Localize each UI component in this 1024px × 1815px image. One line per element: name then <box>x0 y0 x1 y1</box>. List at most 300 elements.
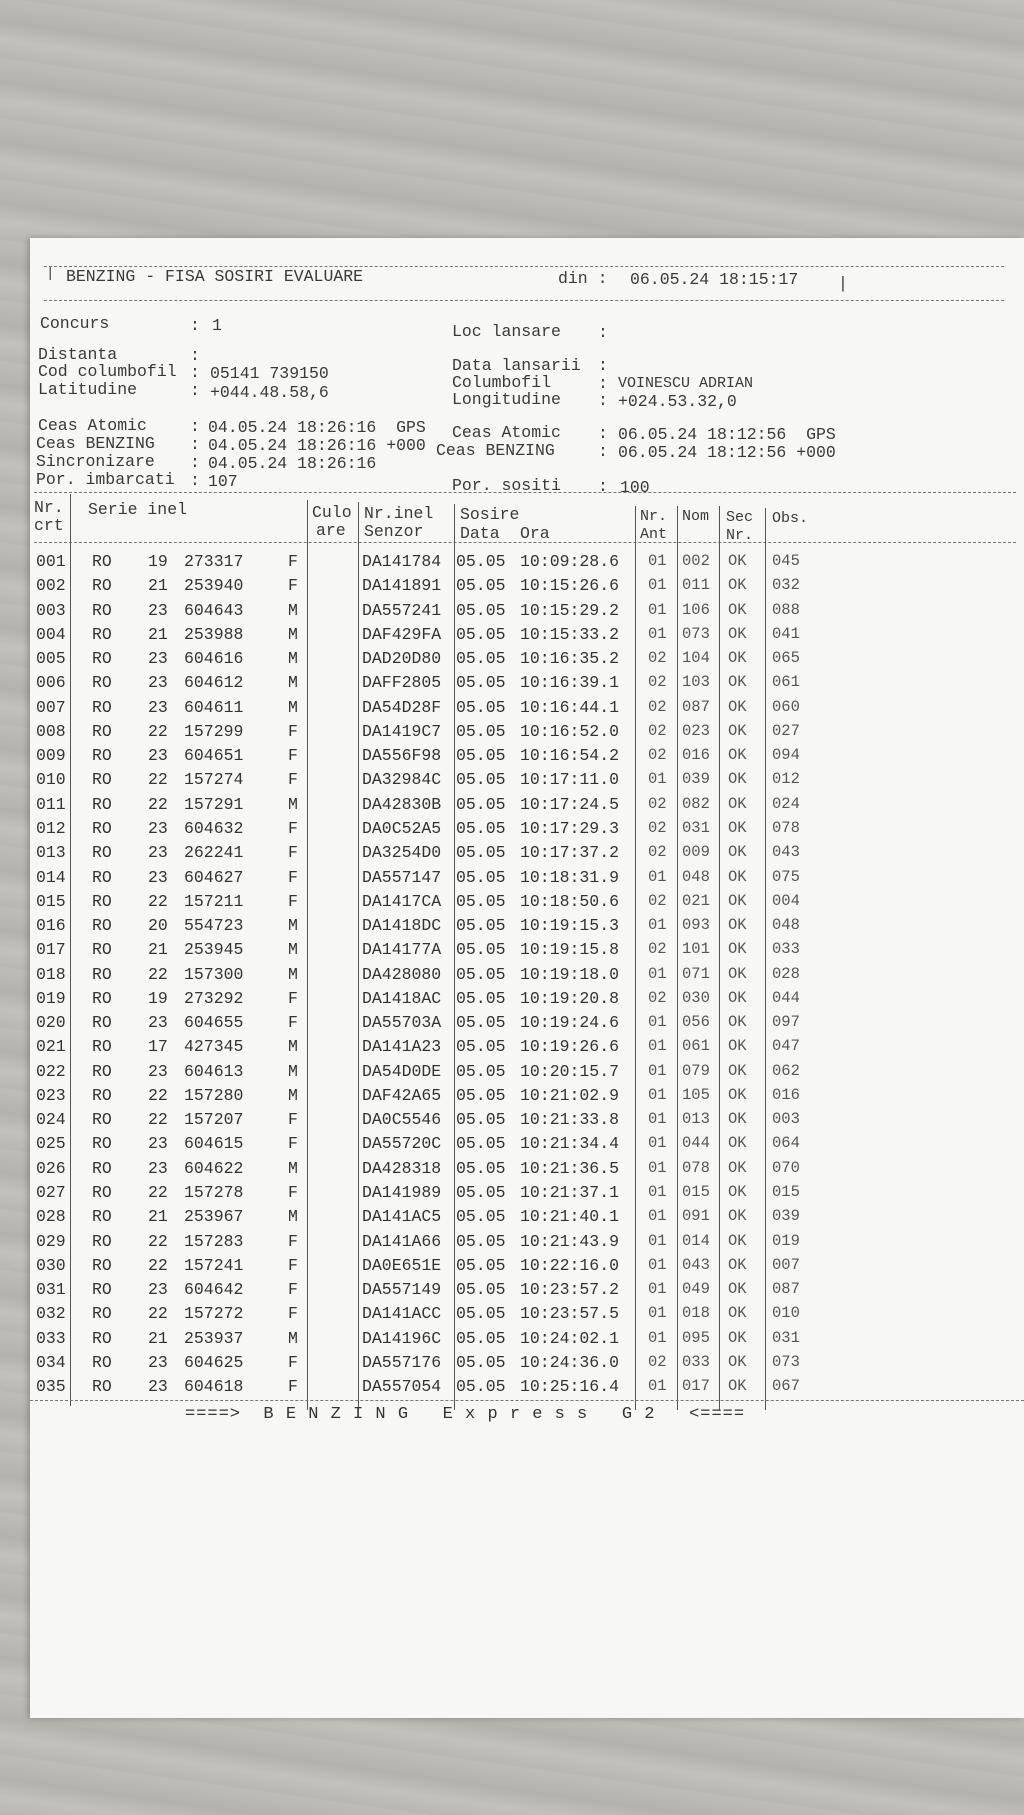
row-country: RO <box>92 1352 112 1372</box>
row-sex: M <box>288 1328 298 1348</box>
table-row <box>30 1353 830 1374</box>
row-date: 05.05 <box>456 1158 506 1178</box>
row-obs: 031 <box>772 1328 800 1347</box>
header-left-bar: | <box>46 266 55 282</box>
row-date: 05.05 <box>456 1231 506 1251</box>
row-obs: 007 <box>772 1255 800 1274</box>
row-nom: 078 <box>682 1158 710 1177</box>
row-sex: F <box>288 1255 298 1275</box>
row-antenna: 01 <box>648 552 667 570</box>
table-row <box>30 722 830 743</box>
table-row <box>30 673 830 694</box>
col-nr-header-1: Nr. <box>34 498 64 517</box>
row-nr: 030 <box>36 1255 66 1275</box>
row-time: 10:16:52.0 <box>520 721 620 741</box>
row-antenna: 01 <box>648 867 667 886</box>
table-row <box>30 1062 830 1083</box>
row-sex: F <box>288 988 298 1008</box>
table-row <box>30 916 830 937</box>
row-country: RO <box>92 1255 112 1275</box>
row-antenna: 02 <box>648 891 667 910</box>
row-sec: OK <box>728 1207 747 1226</box>
por-sositi-sep: : <box>598 477 608 496</box>
row-date: 05.05 <box>456 1255 506 1275</box>
row-sensor: DA32984C <box>362 770 442 790</box>
row-time: 10:24:36.0 <box>520 1352 620 1372</box>
row-sec: OK <box>728 1158 747 1177</box>
table-row <box>30 601 830 622</box>
row-country: RO <box>92 1037 112 1057</box>
row-nom: 018 <box>682 1304 710 1323</box>
row-ring-number: 157280 <box>184 1085 244 1105</box>
row-sensor: DAD20D80 <box>362 649 442 669</box>
row-time: 10:19:18.0 <box>520 964 620 984</box>
row-time: 10:09:28.6 <box>520 552 620 571</box>
row-ring-number: 604627 <box>184 867 244 887</box>
row-sec: OK <box>728 940 747 959</box>
row-sensor: DA141891 <box>362 576 442 596</box>
row-year: 23 <box>148 1061 168 1081</box>
row-country: RO <box>92 818 112 838</box>
row-sec: OK <box>728 746 747 765</box>
row-time: 10:19:26.6 <box>520 1037 620 1057</box>
row-sex: F <box>288 1013 298 1033</box>
row-country: RO <box>92 1158 112 1178</box>
row-nom: 056 <box>682 1013 710 1032</box>
row-nom: 049 <box>682 1280 710 1299</box>
row-nom: 103 <box>682 673 710 692</box>
row-year: 22 <box>148 794 168 814</box>
row-sensor: DA0C52A5 <box>362 818 442 838</box>
table-row <box>30 965 830 986</box>
row-obs: 043 <box>772 843 800 862</box>
row-time: 10:19:20.8 <box>520 988 620 1008</box>
row-sex: F <box>288 867 298 887</box>
row-country: RO <box>92 1280 112 1300</box>
row-sensor: DA14177A <box>362 940 442 960</box>
row-country: RO <box>92 600 112 620</box>
row-date: 05.05 <box>456 916 506 936</box>
row-ring-number: 157278 <box>184 1183 244 1203</box>
row-obs: 024 <box>772 794 800 813</box>
row-year: 22 <box>148 1085 168 1105</box>
row-ring-number: 604625 <box>184 1352 244 1372</box>
row-nom: 106 <box>682 600 710 619</box>
row-date: 05.05 <box>456 1304 506 1324</box>
row-ring-number: 157299 <box>184 721 244 741</box>
row-sex: F <box>288 1231 298 1251</box>
row-year: 23 <box>148 1377 168 1397</box>
longitudine-label: Longitudine <box>452 390 561 409</box>
row-sec: OK <box>728 916 747 935</box>
row-date: 05.05 <box>456 818 506 838</box>
table-row <box>30 1207 830 1228</box>
col-nrant-header-2: Ant <box>640 526 668 543</box>
row-date: 05.05 <box>456 552 506 571</box>
row-sec: OK <box>728 1255 747 1274</box>
row-antenna: 01 <box>648 624 667 643</box>
row-sex: F <box>288 1352 298 1372</box>
table-row <box>30 576 830 597</box>
row-obs: 062 <box>772 1061 800 1080</box>
table-row <box>30 843 830 864</box>
row-obs: 061 <box>772 673 800 692</box>
row-ring-number: 604622 <box>184 1158 244 1178</box>
row-year: 20 <box>148 916 168 936</box>
row-time: 10:21:37.1 <box>520 1183 620 1203</box>
table-row <box>30 1134 830 1155</box>
cod-columbofil-label: Cod columbofil <box>38 362 177 381</box>
col-nr-header-2: crt <box>34 516 64 535</box>
row-obs: 075 <box>772 867 800 886</box>
row-obs: 003 <box>772 1110 800 1129</box>
por-sositi-label: Por. sositi <box>452 476 561 495</box>
row-time: 10:15:33.2 <box>520 624 620 644</box>
row-sensor: DA141A23 <box>362 1037 442 1057</box>
row-obs: 078 <box>772 818 800 837</box>
ceas-benzing-value-left: 04.05.24 18:26:16 +000 <box>208 436 426 455</box>
row-nr: 031 <box>36 1280 66 1300</box>
row-nr: 002 <box>36 576 66 596</box>
col-culoare-header-2: are <box>316 521 346 540</box>
row-antenna: 02 <box>648 746 667 765</box>
row-nr: 005 <box>36 649 66 669</box>
row-nr: 008 <box>36 721 66 741</box>
row-obs: 004 <box>772 891 800 910</box>
row-sex: F <box>288 552 298 571</box>
ceas-atomic-sep-right: : <box>598 424 608 443</box>
row-sensor: DA557054 <box>362 1377 442 1397</box>
row-antenna: 01 <box>648 1183 667 1202</box>
row-sensor: DA42830B <box>362 794 442 814</box>
sincronizare-value: 04.05.24 18:26:16 <box>208 454 377 473</box>
row-date: 05.05 <box>456 794 506 814</box>
row-year: 23 <box>148 649 168 669</box>
row-date: 05.05 <box>456 1061 506 1081</box>
row-sex: M <box>288 916 298 936</box>
row-obs: 087 <box>772 1280 800 1299</box>
row-nom: 048 <box>682 867 710 886</box>
row-country: RO <box>92 867 112 887</box>
row-sensor: DA428318 <box>362 1158 442 1178</box>
row-ring-number: 604616 <box>184 649 244 669</box>
table-row <box>30 1304 830 1325</box>
row-obs: 094 <box>772 746 800 765</box>
row-sex: M <box>288 964 298 984</box>
row-date: 05.05 <box>456 1013 506 1033</box>
col-nrinel-header-2: Senzor <box>364 522 424 541</box>
row-antenna: 01 <box>648 1280 667 1299</box>
row-sex: F <box>288 1304 298 1324</box>
por-imbarcati-sep: : <box>190 471 200 490</box>
row-antenna: 01 <box>648 1110 667 1129</box>
row-year: 21 <box>148 1328 168 1348</box>
row-antenna: 01 <box>648 1207 667 1226</box>
row-nr: 003 <box>36 600 66 620</box>
row-ring-number: 262241 <box>184 843 244 863</box>
row-nr: 034 <box>36 1352 66 1372</box>
row-ring-number: 604613 <box>184 1061 244 1081</box>
row-antenna: 02 <box>648 649 667 668</box>
row-sec: OK <box>728 964 747 983</box>
ceas-benzing-label-right: Ceas BENZING <box>436 441 555 460</box>
row-obs: 039 <box>772 1207 800 1226</box>
row-antenna: 01 <box>648 1328 667 1347</box>
row-sensor: DA54D0DE <box>362 1061 442 1081</box>
row-sex: F <box>288 770 298 790</box>
row-sec: OK <box>728 1231 747 1250</box>
row-antenna: 01 <box>648 1158 667 1177</box>
table-row <box>30 1013 830 1034</box>
concurs-value: 1 <box>212 316 222 335</box>
row-country: RO <box>92 1328 112 1348</box>
row-sensor: DA557176 <box>362 1352 442 1372</box>
row-sec: OK <box>728 721 747 740</box>
row-sec: OK <box>728 1037 747 1056</box>
loc-lansare-sep: : <box>598 323 608 342</box>
row-country: RO <box>92 1183 112 1203</box>
row-ring-number: 157291 <box>184 794 244 814</box>
row-time: 10:21:02.9 <box>520 1085 620 1105</box>
row-country: RO <box>92 1110 112 1130</box>
row-nr: 029 <box>36 1231 66 1251</box>
row-nr: 017 <box>36 940 66 960</box>
row-sensor: DA141989 <box>362 1183 442 1203</box>
ceas-atomic-value-left: 04.05.24 18:26:16 GPS <box>208 418 426 437</box>
header-right-bar: | <box>838 274 848 293</box>
report-datetime: 06.05.24 18:15:17 <box>630 270 799 289</box>
row-sec: OK <box>728 1134 747 1153</box>
row-sex: M <box>288 624 298 644</box>
report-title: BENZING - FISA SOSIRI EVALUARE <box>66 267 364 286</box>
row-nom: 043 <box>682 1255 710 1274</box>
row-nom: 033 <box>682 1352 710 1371</box>
latitudine-sep: : <box>190 381 200 400</box>
row-time: 10:21:43.9 <box>520 1231 620 1251</box>
row-year: 22 <box>148 1183 168 1203</box>
row-sec: OK <box>728 843 747 862</box>
concurs-sep: : <box>190 316 200 335</box>
row-time: 10:16:54.2 <box>520 746 620 766</box>
row-sensor: DA141784 <box>362 552 442 571</box>
col-ora-header: Ora <box>520 524 550 543</box>
row-date: 05.05 <box>456 721 506 741</box>
row-country: RO <box>92 721 112 741</box>
table-row <box>30 770 830 791</box>
row-nom: 021 <box>682 891 710 910</box>
row-country: RO <box>92 1207 112 1227</box>
row-obs: 032 <box>772 576 800 595</box>
row-year: 23 <box>148 697 168 717</box>
row-date: 05.05 <box>456 988 506 1008</box>
row-time: 10:17:29.3 <box>520 818 620 838</box>
row-sensor: DA1419C7 <box>362 721 442 741</box>
row-nom: 017 <box>682 1377 710 1396</box>
row-year: 23 <box>148 1134 168 1154</box>
row-obs: 033 <box>772 940 800 959</box>
row-country: RO <box>92 940 112 960</box>
row-date: 05.05 <box>456 891 506 911</box>
row-time: 10:16:35.2 <box>520 649 620 669</box>
row-sensor: DA557241 <box>362 600 442 620</box>
row-time: 10:17:11.0 <box>520 770 620 790</box>
col-sec-header-1: Sec <box>726 509 754 526</box>
row-sec: OK <box>728 1061 747 1080</box>
row-ring-number: 604655 <box>184 1013 244 1033</box>
row-country: RO <box>92 649 112 669</box>
row-sec: OK <box>728 1085 747 1104</box>
benzing-express-footer: ====> B E N Z I N G E x p r e s s G 2 <==== <box>185 1405 746 1424</box>
columbofil-value: VOINESCU ADRIAN <box>618 375 754 392</box>
row-sensor: DAFF2805 <box>362 673 442 693</box>
row-sensor: DA55703A <box>362 1013 442 1033</box>
row-nom: 030 <box>682 988 710 1007</box>
row-ring-number: 604632 <box>184 818 244 838</box>
row-sex: M <box>288 1037 298 1057</box>
table-row <box>30 795 830 816</box>
row-antenna: 02 <box>648 988 667 1007</box>
row-time: 10:25:16.4 <box>520 1377 620 1397</box>
row-nr: 012 <box>36 818 66 838</box>
row-time: 10:21:36.5 <box>520 1158 620 1178</box>
row-year: 22 <box>148 964 168 984</box>
row-ring-number: 253988 <box>184 624 244 644</box>
row-year: 21 <box>148 1207 168 1227</box>
row-time: 10:21:34.4 <box>520 1134 620 1154</box>
row-ring-number: 273292 <box>184 988 244 1008</box>
row-country: RO <box>92 1231 112 1251</box>
row-time: 10:24:02.1 <box>520 1328 620 1348</box>
row-obs: 065 <box>772 649 800 668</box>
row-obs: 073 <box>772 1352 800 1371</box>
row-sec: OK <box>728 1377 747 1396</box>
row-date: 05.05 <box>456 697 506 717</box>
concurs-label: Concurs <box>40 314 110 333</box>
row-date: 05.05 <box>456 964 506 984</box>
row-time: 10:16:39.1 <box>520 673 620 693</box>
row-nom: 073 <box>682 624 710 643</box>
row-antenna: 02 <box>648 794 667 813</box>
row-nr: 028 <box>36 1207 66 1227</box>
data-lansarii-label: Data lansarii <box>452 356 581 375</box>
row-sex: F <box>288 818 298 838</box>
row-sensor: DA557149 <box>362 1280 442 1300</box>
row-antenna: 02 <box>648 1352 667 1371</box>
row-date: 05.05 <box>456 1280 506 1300</box>
row-antenna: 02 <box>648 940 667 959</box>
row-nom: 095 <box>682 1328 710 1347</box>
row-year: 22 <box>148 721 168 741</box>
row-sec: OK <box>728 770 747 789</box>
row-nom: 101 <box>682 940 710 959</box>
row-sensor: DA556F98 <box>362 746 442 766</box>
row-sensor: DA428080 <box>362 964 442 984</box>
row-country: RO <box>92 624 112 644</box>
row-country: RO <box>92 673 112 693</box>
row-ring-number: 604611 <box>184 697 244 717</box>
row-antenna: 01 <box>648 770 667 789</box>
row-ring-number: 604618 <box>184 1377 244 1397</box>
row-nr: 021 <box>36 1037 66 1057</box>
row-sensor: DA1417CA <box>362 891 442 911</box>
row-country: RO <box>92 1304 112 1324</box>
row-sensor: DA0E651E <box>362 1255 442 1275</box>
row-nr: 010 <box>36 770 66 790</box>
col-nrant-header-1: Nr. <box>640 508 668 525</box>
row-nom: 061 <box>682 1037 710 1056</box>
row-sensor: DA0C5546 <box>362 1110 442 1130</box>
row-nr: 014 <box>36 867 66 887</box>
row-date: 05.05 <box>456 1328 506 1348</box>
row-country: RO <box>92 1085 112 1105</box>
row-sec: OK <box>728 1352 747 1371</box>
row-nr: 032 <box>36 1304 66 1324</box>
latitudine-label: Latitudine <box>38 380 138 399</box>
col-nrinel-header-1: Nr.inel <box>364 504 434 523</box>
row-antenna: 01 <box>648 600 667 619</box>
row-antenna: 02 <box>648 673 667 692</box>
row-ring-number: 253945 <box>184 940 244 960</box>
row-date: 05.05 <box>456 770 506 790</box>
row-ring-number: 157283 <box>184 1231 244 1251</box>
row-sec: OK <box>728 697 747 716</box>
row-year: 22 <box>148 891 168 911</box>
columbofil-label: Columbofil <box>452 373 552 392</box>
row-sec: OK <box>728 649 747 668</box>
row-year: 23 <box>148 673 168 693</box>
row-nom: 023 <box>682 721 710 740</box>
row-year: 22 <box>148 1304 168 1324</box>
table-row <box>30 1232 830 1253</box>
row-sensor: DA1418DC <box>362 916 442 936</box>
table-row <box>30 1183 830 1204</box>
row-sensor: DA141A66 <box>362 1231 442 1251</box>
row-country: RO <box>92 576 112 596</box>
por-sositi-value: 100 <box>620 478 650 497</box>
row-sec: OK <box>728 1183 747 1202</box>
row-nr: 026 <box>36 1158 66 1178</box>
row-nr: 016 <box>36 916 66 936</box>
ceas-atomic-sep-left: : <box>190 417 200 436</box>
row-year: 17 <box>148 1037 168 1057</box>
cod-columbofil-sep: : <box>190 363 200 382</box>
row-nom: 093 <box>682 916 710 935</box>
row-country: RO <box>92 988 112 1008</box>
row-date: 05.05 <box>456 1110 506 1130</box>
row-date: 05.05 <box>456 867 506 887</box>
row-date: 05.05 <box>456 1037 506 1057</box>
row-obs: 048 <box>772 916 800 935</box>
row-sec: OK <box>728 794 747 813</box>
row-time: 10:16:44.1 <box>520 697 620 717</box>
row-time: 10:18:31.9 <box>520 867 620 887</box>
row-obs: 070 <box>772 1158 800 1177</box>
row-time: 10:23:57.2 <box>520 1280 620 1300</box>
table-row <box>30 1037 830 1058</box>
row-nom: 044 <box>682 1134 710 1153</box>
row-year: 21 <box>148 940 168 960</box>
row-sensor: DA1418AC <box>362 988 442 1008</box>
row-nr: 024 <box>36 1110 66 1130</box>
row-nom: 013 <box>682 1110 710 1129</box>
row-nom: 011 <box>682 576 710 595</box>
row-nr: 022 <box>36 1061 66 1081</box>
row-ring-number: 157207 <box>184 1110 244 1130</box>
din-label: din : <box>558 269 608 288</box>
row-nom: 031 <box>682 818 710 837</box>
col-serie-header: Serie inel <box>88 500 188 519</box>
row-date: 05.05 <box>456 1085 506 1105</box>
